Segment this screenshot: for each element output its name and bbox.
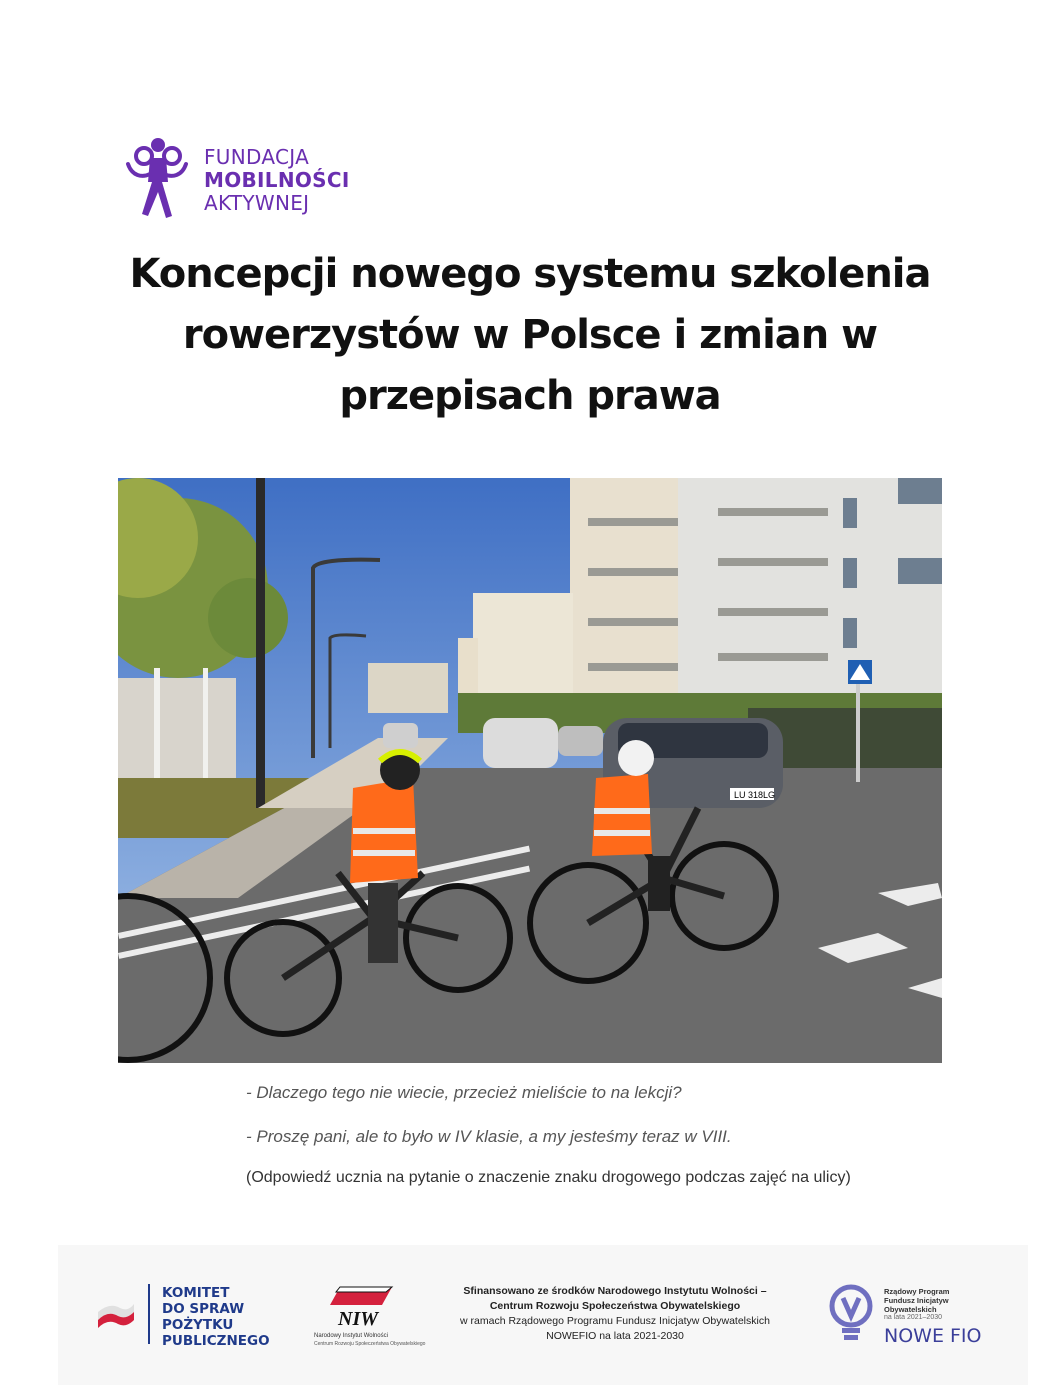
niw-caption-2: Centrum Rozwoju Społeczeństwa Obywatelskiego <box>314 1341 426 1347</box>
niw-logo-text: NIW <box>338 1308 379 1330</box>
title-line-3: przepisach prawa <box>339 373 721 419</box>
fio-logo-text: NOWE FIO <box>884 1325 982 1347</box>
quote-line-2: - Proszę pani, ale to było w IV klasie, a my jesteśmy teraz w VIII. <box>246 1127 732 1146</box>
niw-caption-1: Narodowy Instytut Wolności <box>314 1333 388 1339</box>
cyclists-photo <box>118 478 942 1063</box>
komitet-line-2: DO SPRAW <box>162 1301 245 1317</box>
komitet-line-4: PUBLICZNEGO <box>162 1333 270 1349</box>
poland-flag-icon <box>96 1300 136 1330</box>
fio-small-line-3: Obywatelskich <box>884 1305 937 1314</box>
funding-line-1: Sfinansowano ze środków Narodowego Instytutu Wolności – <box>463 1285 767 1297</box>
quote-source-note: (Odpowiedź ucznia na pytanie o znaczenie znaku drogowego podczas zajęć na ulicy) <box>246 1169 851 1186</box>
fio-small-line-2: Fundusz Inicjatyw <box>884 1296 949 1305</box>
nowe-fio-logo-icon <box>826 1284 876 1344</box>
foundation-logo-text <box>204 146 350 215</box>
logo-line-2: MOBILNOŚCI <box>204 168 350 192</box>
funding-line-2: Centrum Rozwoju Społeczeństwa Obywatelskiego <box>489 1300 741 1312</box>
street-scene-illustration <box>118 478 942 1063</box>
logo-line-1: FUNDACJA <box>204 145 310 169</box>
niw-logo-icon <box>326 1283 396 1331</box>
fio-small-line-1: Rządowy Program <box>884 1287 950 1296</box>
komitet-logo-text <box>162 1285 270 1349</box>
funding-line-4: NOWEFIO na lata 2021-2030 <box>546 1330 684 1342</box>
fio-program-text <box>884 1287 949 1314</box>
komitet-divider <box>148 1284 150 1344</box>
title-line-1: Koncepcji nowego systemu szkolenia <box>129 251 931 297</box>
funding-statement <box>430 1284 800 1344</box>
fio-years: na lata 2021–2030 <box>884 1314 942 1321</box>
komitet-line-3: POŻYTKU <box>162 1317 234 1333</box>
logo-line-3: AKTYWNEJ <box>204 191 310 215</box>
page-title <box>100 244 960 427</box>
komitet-line-1: KOMITET <box>162 1285 230 1301</box>
funding-line-3: w ramach Rządowego Programu Fundusz Inicjatyw Obywatelskich <box>460 1315 770 1327</box>
quote-line-1: - Dlaczego tego nie wiecie, przecież mieliście to na lekcji? <box>246 1083 682 1102</box>
title-line-2: rowerzystów w Polsce i zmian w <box>182 312 878 358</box>
car-plate: LU 318LG <box>734 790 776 800</box>
